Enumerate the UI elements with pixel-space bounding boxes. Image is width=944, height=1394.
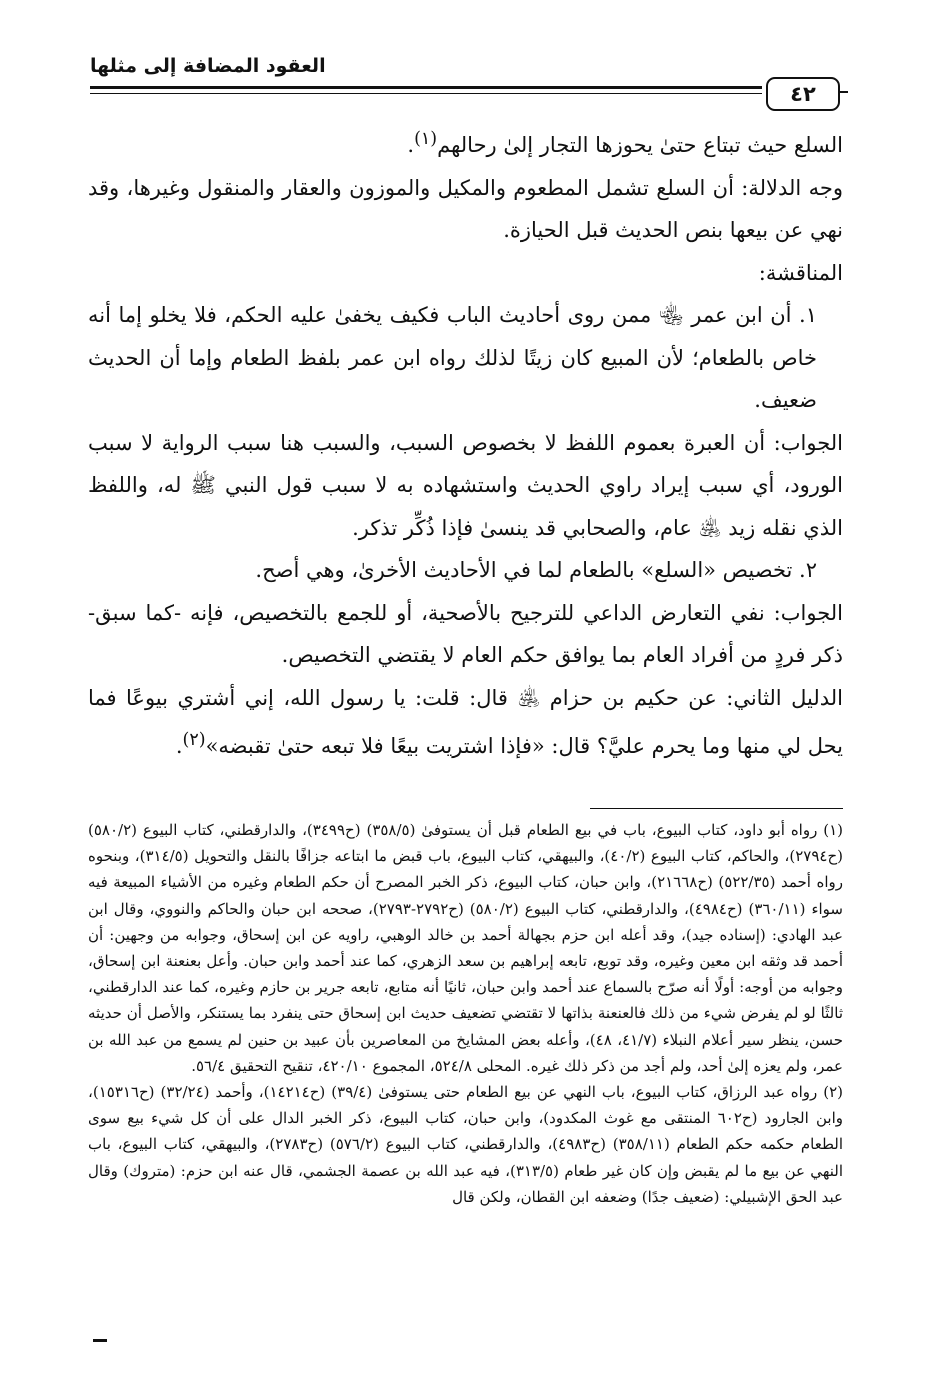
footnote-separator [590, 808, 843, 809]
paragraph-evidence-aspect: وجه الدلالة: أن السلع تشمل المطعوم والمكيل والموزون والعقار والمنقول وغيرها، وقد نهي عن بيعها بنص الحديث قبل الحيازة. [88, 175, 843, 242]
continuation-mark [93, 1339, 107, 1342]
running-title: العقود المضافة إلى مثلها [90, 55, 326, 77]
answer-1: الجواب: أن العبرة بعموم اللفظ لا بخصوص السبب، والسبب هنا سبب الرواية لا سبب الورود، أي سبب إيراد راوي الحديث واستشهاده به لا سبب قول النبي ﷺ له، واللفظ الذي نقله زيد ﵁ عام، والصحابي قد ينسىٰ فإذا ذُكِّر تذكر. [88, 430, 843, 540]
page-number-tick [838, 91, 848, 93]
objection-2: ٢. تخصيص «السلع» بالطعام لما في الأحاديث الأخرىٰ، وهي أصح. [255, 558, 817, 582]
header-rule-thick [90, 86, 762, 89]
objection-1: ١. أن ابن عمر ﵄ ممن روى أحاديث الباب فكيف يخفىٰ عليه الحكم، فلا يخلو إما أنه خاص بالطعام؛ لأن المبيع كان زيتًا لذلك رواه ابن عمر بلفظ الطعام وإما أن الحديث ضعيف. [88, 303, 817, 412]
page-header [90, 55, 850, 115]
footnote-ref: (٢) [182, 730, 206, 750]
footnotes [88, 817, 843, 1210]
main-text [88, 118, 843, 768]
paragraph-text: السلع حيث تبتاع حتىٰ يحوزها التجار إلىٰ رحالهم [437, 133, 843, 157]
paragraph-text: الدليل الثاني: عن حكيم بن حزام ﵁ قال: قلت: يا رسول الله، إني أشتري بيوعًا فما يحل لي منها وما يحرم عليَّ؟ قال: «فإذا اشتريت بيعًا فلا تبعه حتىٰ تقبضه» [88, 685, 843, 758]
footnote-2: (٢) رواه عبد الرزاق، كتاب البيوع، باب النهي عن بيع الطعام حتى يستوفىٰ (٣٩/٤) (ح١٤٢١٤)، وأحمد (٣٢/٢٤) (ح١٥٣١٦)، وابن الجارود (ح٦٠٢ المنتقى مع غوث المكدود)، وابن حبان، كتاب البيوع، ذكر الخبر الدال على أن كل شيء بيع سوى الطعام حكمه حكم الطعام (٣٥٨/١١) (ح٤٩٨٣)، والدارقطني، كتاب البيوع (٥٧٦/٢) (ح٢٧٨٣)، والبيهقي، كتاب البيوع، باب النهي عن بيع ما لم يقبض وإن كان غير طعام (٣١٣/٥)، فيه عبد الله بن عصمة الجشمي، قال عنه ابن حزم: (متروك) وقال عبد الحق الإشبيلي: (ضعيف جدًا) وضعفه ابن القطان، ولكن قال [88, 1083, 844, 1206]
heading-discussion: المناقشة: [758, 260, 843, 285]
second-evidence: الدليل الثاني: عن حكيم بن حزام ﵁ قال: قلت: يا رسول الله، إني أشتري بيوعًا فما يحل لي منها وما يحرم عليَّ؟ قال: «فإذا اشتريت بيعًا فلا تبعه حتىٰ تقبضه»$^{(٢)}$. [88, 685, 843, 758]
header-rule-thin [90, 93, 762, 94]
paragraph-continuation: السلع حيث تبتاع حتىٰ يحوزها التجار إلىٰ رحالهم$^{(١)}$. [407, 129, 843, 157]
footnote-1: (١) رواه أبو داود، كتاب البيوع، باب في بيع الطعام قبل أن يستوفىٰ (٣٥٨/٥) (ح٣٤٩٩)، والدارقطني، كتاب البيوع (٥٨٠/٢) (ح٢٧٩٤)، والحاكم، كتاب البيوع (٤٠/٢)، والبيهقي، كتاب البيوع، باب قبض ما ابتاعه جزافًا بالنقل والتحويل (٣١٤/٥)، وبنحوه رواه أحمد (٥٢٢/٣٥) (ح٢١٦٦٨)، وابن حبان، كتاب البيوع، ذكر الخبر المصرح أن حكم الطعام وغيره من الأشياء المبيعة فيه سواء (٣٦٠/١١) (ح٤٩٨٤)، والدارقطني، كتاب البيوع (٥٨٠/٢) (ح٢٧٩٢-٢٧٩٣)، صححه ابن حبان والحاكم والنووي، وقال ابن عبد الهادي: (إسناده جيد)، وقد أعله ابن حزم بجهالة أحمد بن خالد الوهبي، راويه عن ابن إسحاق، وجوابه من وجهين: أن أحمد قد وثقه ابن معين وغيره، وقد توبع، تابعه إبراهيم بن سعد الزهري، كما عند أحمد وابن حبان. وأعل بعنعنة ابن إسحاق، وجوابه من أوجه: أولًا أنه صرّح بالسماع عند أحمد وابن حبان، ثانيًا أنه متابع، تابعه جرير بن حازم وغيره، كما عند الدارقطني، ثالثًا لو لم يفرض شيء من ذلك فالعنعنة بذاتها لا تقتضي تضعيف حديث ابن إسحاق حتى ينفرد بما يستنكر، والأصل أن حديثه حسن، ينظر سير أعلام النبلاء (٤١/٧، ٤٨)، وأعله بعض المشايخ من المعاصرين بأن عبيد بن حنين لم يسمع من عبد الله بن عمر، ولم يعزه إلىٰ أحد، ولم أجد من ذكر ذلك غيره. المحلى ٥٢٤/٨، المجموع ٤٢٠/١٠، تنقيح التحقيق ٥٦/٤. [88, 821, 844, 1075]
answer-2: الجواب: نفي التعارض الداعي للترجيح بالأصحية، أو للجمع بالتخصيص، فإنه -كما سبق- ذكر فردٍ من أفراد العام بما يوافق حكم العام لا يقتضي التخصيص. [88, 600, 843, 667]
page-number: ٤٢ [766, 77, 840, 111]
footnote-ref: (١) [414, 129, 438, 149]
